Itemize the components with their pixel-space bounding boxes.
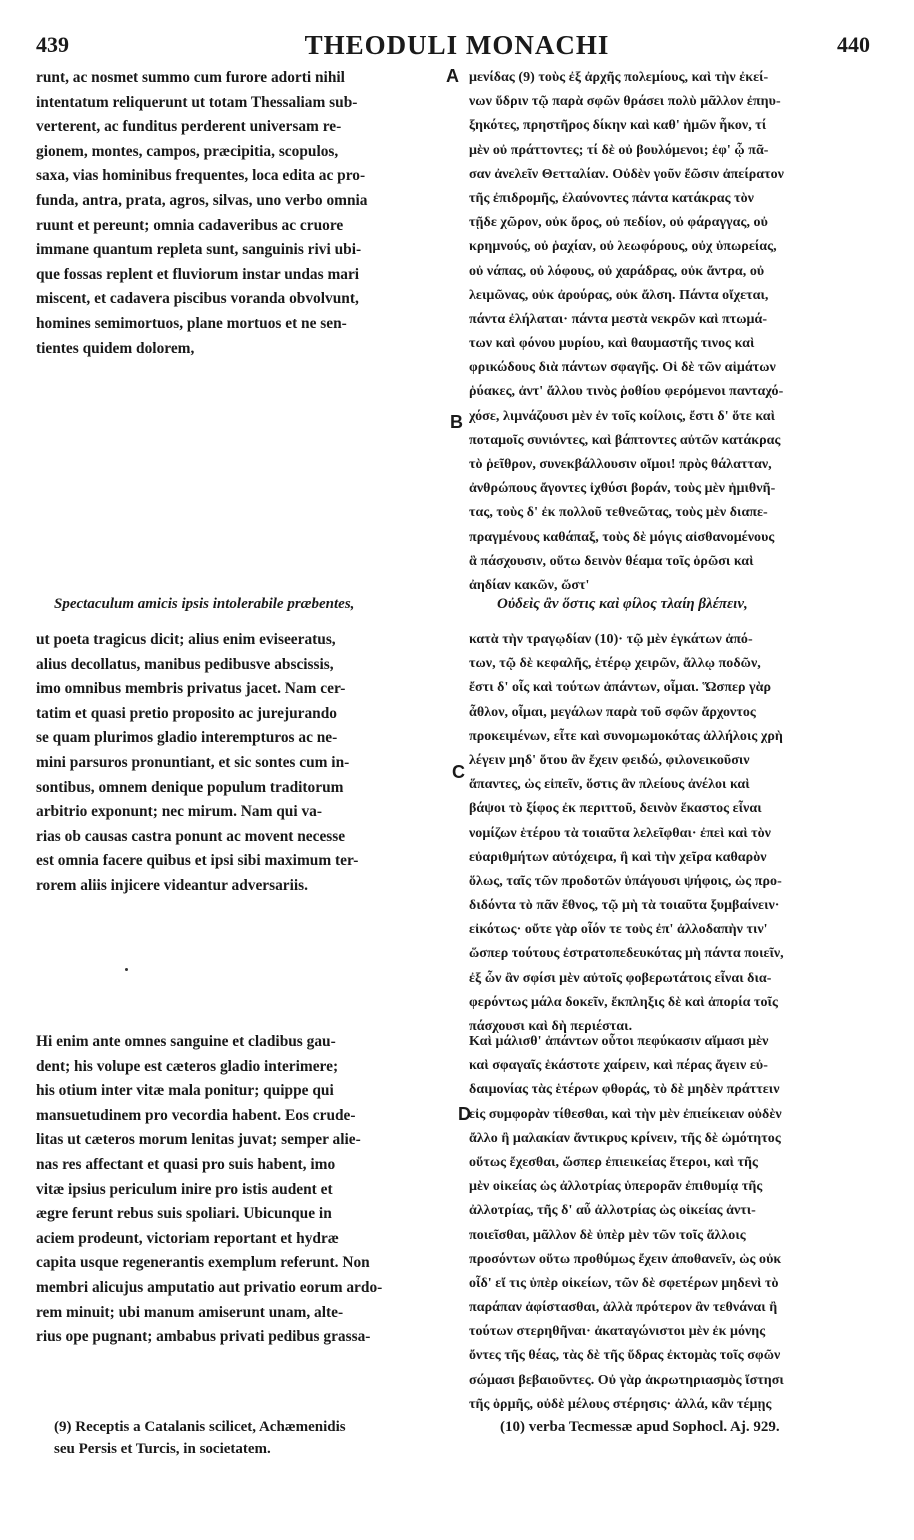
greek-line: πάσχουσι καὶ δὴ περιέσται.	[469, 1019, 633, 1034]
footnote-10	[500, 1416, 780, 1438]
greek-line: οὕτως ἔχεσθαι, ὥσπερ ἐπιεικείας ἕτεροι, καὶ τῆς	[469, 1154, 758, 1170]
greek-line: τῆς ἐπιδρομῆς, ἐλαύνοντες πάντα κατάκρας τὸν	[469, 190, 754, 206]
latin-line: tientes quidem dolorem,	[36, 339, 195, 357]
greek-line: ὄντες τῆς θέας, τὰς δὲ τῆς ὕδρας ἐκτομὰς τοῖς σφῶν	[469, 1348, 781, 1364]
latin-block-3	[36, 1030, 440, 1350]
latin-line: ægre ferunt rebus suis spoliari. Ubicunque in	[36, 1205, 332, 1223]
latin-line: dent; his volupe est cæteros gladio interimere;	[36, 1057, 339, 1075]
greek-line: ῥύακες, ἀντ' ἄλλου τινὸς ῥοθίου φερόμενοι πανταχό-	[469, 384, 784, 400]
greek-line: οἶδ' εἴ τις ὑπὲρ οἰκείων, τῶν δὲ σφετέρων μηδενὶ τὸ	[469, 1275, 779, 1291]
greek-line: ποταμοῖς συνιόντες, καὶ βάπτοντες αὐτῶν κατάκρας	[469, 432, 781, 448]
greek-line: τούτων στερηθῆναι· ἀκαταγώνιστοι μὲν ἐκ μόνης	[469, 1324, 766, 1340]
greek-line: λειμῶνας, οὐκ ἀρούρας, οὐκ ἄλση. Πάντα οἴχεται,	[469, 287, 769, 303]
greek-line: εἰς συμφορὰν τίθεσθαι, καὶ τὴν μὲν ἐπιείκειαν οὐδὲν	[469, 1106, 782, 1122]
greek-line: διδόντα τὸ πᾶν ἔθνος, τῷ μὴ τὰ τοιαῦτα ξυμβαίνειν·	[469, 898, 780, 914]
footnote-10-line: (10) verba Tecmessæ apud Sophocl. Aj. 929.	[500, 1419, 780, 1435]
latin-line: membri alicujus amputatio aut privatio eorum ardo-	[36, 1278, 383, 1296]
footnote-9-line-2: seu Persis et Turcis, in societatem.	[54, 1441, 271, 1457]
latin-line: Hi enim ante omnes sanguine et cladibus gau-	[36, 1033, 336, 1050]
running-title: THEODULI MONACHI	[304, 30, 610, 60]
greek-line: παράπαν ἀφίστασθαι, ἀλλὰ πρότερον ἂν τεθνάναι ἢ	[469, 1300, 778, 1316]
greek-line: χόσε, λιμνάζουσι μὲν ἐν τοῖς κοίλοις, ἔστι δ' ὅτε καὶ	[469, 408, 776, 424]
latin-line: mini parsuros pronuntiant, et sic sontes cum in-	[36, 753, 350, 771]
greek-line: μὲν οἰκείας ὡς ἀλλοτρίας ὑπερορᾶν ἐπιθυμίᾳ τῆς	[469, 1179, 763, 1195]
latin-line: rius ope pugnant; ambabus privati pedibus grassa-	[36, 1328, 371, 1346]
greek-line: εὐαριθμήτων αὐτόχειρα, ἢ καὶ τὴν χεῖρα καθαρὸν	[469, 849, 767, 865]
greek-line: των καὶ φόνου μυρίου, καὶ θαυμαστῆς τινος καὶ	[469, 336, 755, 352]
greek-verse-quote: Οὐδεὶς ἂν ὅστις καὶ φίλος τλαίη βλέπειν,	[497, 596, 748, 612]
greek-line: προκειμένων, εἶτε καὶ συνομωμοκότας ἀλλήλοις χρὴ	[469, 728, 783, 744]
latin-line: est omnia facere quibus et ipsi sibi maximum ter-	[36, 852, 359, 870]
latin-line: alius decollatus, manibus pedibusve abscissis,	[36, 655, 334, 673]
greek-line: ὅλως, ταῖς τῶν προδοτῶν ὑπάγουσι ψήφοις, ὡς προ-	[469, 873, 782, 889]
greek-line: ἔστι δ' οἷς καὶ τούτων ἁπάντων, οἶμαι. Ὥσπερ γὰρ	[469, 680, 772, 696]
latin-line: rias ob causas castra ponunt ac movent necesse	[36, 827, 346, 845]
greek-line: ἀηδίαν κακῶν, ὥστ'	[469, 577, 590, 593]
latin-line: mansuetudinem pro vecordia habent. Eos crude-	[36, 1106, 356, 1124]
greek-line: Καὶ μάλισθ' ἁπάντων οὗτοι πεφύκασιν αἵμασι μὲν	[469, 1034, 769, 1049]
greek-block-2	[469, 628, 879, 1039]
greek-line: ἀνθρώπους ἄγοντες ἰχθύσι βοράν, τοὺς μὲν ἡμιθνῆ-	[469, 481, 776, 497]
greek-line: ἅπαντες, ὡς εἰπεῖν, ὅστις ἂν πλείους ἀνέλοι καὶ	[469, 777, 750, 793]
latin-line: nas res affectant et quasi pro suis habent, imo	[36, 1155, 336, 1173]
latin-line: his otium inter vitæ mala ponitur; quippe qui	[36, 1082, 334, 1100]
greek-line: τῇδε χῶρον, οὐκ ὄρος, οὐ πεδίον, οὐ φάραγγας, οὐ	[469, 215, 768, 231]
greek-line: προσόντων οὕτω προθύμως ἔχειν ἀποθανεῖν, ὡς οὐκ	[469, 1251, 782, 1267]
latin-line: vitæ ipsius periculum inire pro istis audent et	[36, 1180, 333, 1198]
page-number-right: 440	[837, 32, 870, 57]
page-number-left: 439	[36, 32, 69, 57]
greek-line: κρημνούς, οὐ ῥαχίαν, οὐ λεωφόρους, οὐχ ὑπωρείας,	[469, 239, 777, 255]
speck-mark	[125, 968, 128, 971]
footnote-9-line-1: (9) Receptis a Catalanis scilicet, Achæmenidis	[54, 1419, 346, 1435]
marker-c: C	[452, 762, 465, 782]
greek-line: ποιεῖσθαι, μᾶλλον δὲ ὑπὲρ μὲν τῶν τοῖς ἄλλοις	[469, 1227, 746, 1243]
greek-line: σαν ἀνελεῖν Θετταλίαν. Οὐδὲν γοῦν ἔῶσιν ἀπείρατον	[469, 166, 784, 182]
marker-a: A	[446, 66, 459, 86]
latin-line: que fossas replent et fluviorum instar undas mari	[36, 265, 360, 283]
latin-line: immane quantum repleta sunt, sanguinis rivi ubi-	[36, 241, 362, 259]
greek-line: σώμασι βεβαιοῦντες. Οὐ γὰρ ἀκρωτηριασμὸς ἵστησι	[469, 1372, 784, 1388]
greek-line: ἐξ ὧν ἂν σφίσι μὲν αὐτοῖς φοβερωτάτοις εἶναι δια-	[469, 970, 772, 986]
latin-line: imo omnibus membris privatus jacet. Nam cer-	[36, 680, 346, 698]
greek-line: πραγμένους καθάπαξ, τοὺς δὲ μόγις αἰσθανομένους	[469, 529, 775, 545]
latin-line: litas ut cæteros morum lenitas juvat; semper alie-	[36, 1131, 361, 1149]
latin-line: rorem aliis injicere videantur adversariis.	[36, 876, 309, 894]
greek-line: εἰκότως· οὔτε γὰρ οἷόν τε τοὺς ἐπ' ἀλλοδαπὴν τιν'	[469, 922, 768, 938]
latin-line: capita usque regenerantis exemplum referunt. Non	[36, 1254, 370, 1272]
latin-line: saxa, vias hominibus frequentes, loca edita ac pro-	[36, 167, 366, 185]
greek-line: κατὰ τὴν τραγῳδίαν (10)· τῷ μὲν ἐγκάτων ἀπό-	[469, 632, 753, 647]
greek-line: ἄλλο ἢ μαλακίαν ἄντικρυς κρίνειν, τῆς δὲ ὠμότητος	[469, 1130, 781, 1146]
page-header	[0, 30, 914, 64]
latin-line: rem minuit; ubi manum amiserunt unam, alte-	[36, 1303, 344, 1321]
greek-line: πάντα ἐλήλαται· πάντα μεστὰ νεκρῶν καὶ πτωμά-	[469, 311, 768, 327]
greek-line: φρικώδους διὰ πάντων σφαγῆς. Οἱ δὲ τῶν αἱμάτων	[469, 360, 776, 376]
latin-line: intentatum reliquerunt ut totam Thessaliam sub-	[36, 93, 358, 111]
greek-line: μὲν οὐ πράττοντες; τί δὲ οὐ βουλόμενοι; ἐφ' ᾧ πᾶ-	[469, 142, 769, 158]
latin-line: verterent, ac funditus perderent universam re-	[36, 118, 342, 136]
greek-line: ἀλλοτρίας, τῆς δ' αὖ ἀλλοτρίας ὡς οἰκείας ἀντι-	[469, 1203, 756, 1219]
latin-line: se quam plurimos gladio interempturos ac ne-	[36, 729, 338, 747]
latin-line: gionem, montes, campos, præcipitia, scopulos,	[36, 142, 339, 160]
latin-line: sontibus, omnem denique populum traditorum	[36, 778, 344, 796]
greek-line: ξηκότες, πρηστῆρος δίκην καὶ καθ' ἡμῶν ἧκον, τί	[469, 118, 767, 134]
latin-line: homines semimortuos, plane mortuos et ne sen-	[36, 314, 347, 332]
greek-line: τὸ ῥεῖθρον, συνεκβάλλουσιν οἴμοι! πρὸς θάλατταν,	[469, 457, 772, 472]
greek-line: δαιμονίας τὰς ἑτέρων φθοράς, τὸ δὲ μηδὲν πράττειν	[469, 1082, 780, 1098]
latin-line: ut poeta tragicus dicit; alius enim eviseeratus,	[36, 631, 336, 648]
greek-line: νων ὕδριν τῷ παρὰ σφῶν θράσει πολὺ μᾶλλον ἐπηυ-	[469, 94, 781, 110]
greek-line: καὶ σφαγαῖς ἑκάστοτε χαίρειν, καὶ πέρας ἄγειν εὐ-	[469, 1058, 768, 1074]
latin-line: miscent, et cadavera piscibus voranda obvolvunt,	[36, 290, 359, 308]
greek-line: ἃ πάσχουσιν, οὕτω δεινὸν θέαμα τοῖς ὁρῶσι καὶ	[469, 553, 754, 569]
latin-line: runt, ac nosmet summo cum furore adorti nihil	[36, 69, 345, 86]
latin-line: ruunt et pereunt; omnia cadaveribus ac cruore	[36, 216, 344, 234]
greek-line: των, τῷ δὲ κεφαλῆς, ἑτέρῳ χειρῶν, ἄλλῳ ποδῶν,	[469, 656, 761, 672]
marker-b: B	[450, 412, 463, 432]
marker-d: D	[458, 1104, 471, 1124]
latin-block-2	[36, 628, 440, 899]
greek-line: μενίδας (9) τοὺς ἐξ ἀρχῆς πολεμίους, καὶ τὴν ἐκεί-	[469, 70, 769, 85]
greek-block-3	[469, 1030, 879, 1417]
greek-line: νομίζων ἑτέρου τὰ τοιαῦτα λελεῖφθαι· ἐπεὶ καὶ τὸν	[469, 825, 771, 841]
latin-line: tatim et quasi pretio proposito ac jurejurando	[36, 704, 337, 722]
greek-line: βάψοι τὸ ξίφος ἐκ περιττοῦ, δεινὸν ἕκαστος εἶναι	[469, 801, 762, 817]
greek-line: λέγειν μηδ' ὅτου ἂν ἔχειν φειδώ, φιλονεικοῦσιν	[469, 752, 750, 768]
footnote-9	[54, 1416, 346, 1460]
latin-line: aciem prodeunt, victoriam reportant et hydræ	[36, 1229, 339, 1247]
latin-line: arbitrio exponunt; nec mirum. Nam qui va-	[36, 803, 323, 821]
latin-verse-quote: Spectaculum amicis ipsis intolerabile præbentes,	[54, 596, 355, 612]
latin-block-1	[36, 66, 440, 361]
greek-block-1	[469, 66, 879, 598]
greek-line: φερόντως μάλα δοκεῖν, ἔκπληξις δὲ καὶ ἀπορία τοῖς	[469, 994, 778, 1010]
greek-line: τῆς ὁρμῆς, οὐδὲ μέλους στέρησις· ἀλλά, κἂν τέμῃς	[469, 1396, 772, 1412]
greek-line: ἆθλον, οἶμαι, μεγάλων παρὰ τοῦ σφῶν ἄρχοντος	[469, 704, 756, 720]
latin-line: funda, antra, prata, agros, silvas, uno verbo omnia	[36, 191, 368, 209]
greek-line: ὥσπερ τούτους ἐστρατοπεδευκότας μὴ πάντα ποιεῖν,	[469, 946, 784, 962]
greek-line: οὐ νάπας, οὐ λόφους, οὐ χαράδρας, οὐκ ἄντρα, οὐ	[469, 263, 765, 279]
greek-line: τας, τοὺς δ' ἐκ πολλοῦ τεθνεῶτας, τοὺς μὲν διαπε-	[469, 505, 768, 521]
